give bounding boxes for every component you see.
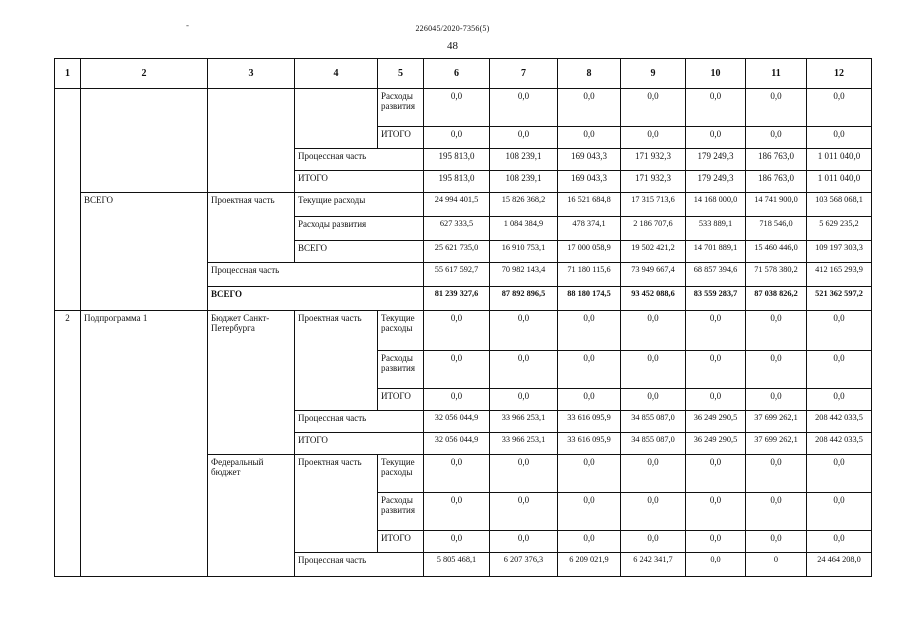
header-cell: 3: [208, 59, 295, 89]
value-cell: 33 616 095,9: [558, 433, 621, 455]
type-label: Текущие расходы: [295, 193, 424, 217]
value-cell: 17 315 713,6: [621, 193, 686, 217]
value-cell: 195 813,0: [424, 149, 490, 171]
part-label: Проектная часть: [295, 311, 378, 411]
header-cell: 2: [81, 59, 208, 89]
value-cell: 0,0: [807, 389, 872, 411]
part-label: Процессная часть: [295, 149, 424, 171]
header-cell: 8: [558, 59, 621, 89]
value-cell: 0,0: [424, 531, 490, 553]
value-cell: 88 180 174,5: [558, 287, 621, 311]
part-label: Процессная часть: [208, 263, 424, 287]
value-cell: 0,0: [807, 455, 872, 493]
value-cell: 34 855 087,0: [621, 433, 686, 455]
value-cell: 15 460 446,0: [746, 241, 807, 263]
table-row: [55, 89, 872, 127]
value-cell: 0,0: [621, 493, 686, 531]
value-cell: 16 521 684,8: [558, 193, 621, 217]
value-cell: 6 207 376,3: [490, 553, 558, 577]
header-cell: 5: [378, 59, 424, 89]
value-cell: 83 559 283,7: [686, 287, 746, 311]
type-label: Расходы развития: [295, 217, 424, 241]
value-cell: 73 949 667,4: [621, 263, 686, 287]
value-cell: 37 699 262,1: [746, 411, 807, 433]
header-cell: 11: [746, 59, 807, 89]
type-label: ИТОГО: [378, 531, 424, 553]
value-cell: 171 932,3: [621, 149, 686, 171]
name-cell: ВСЕГО: [81, 193, 208, 311]
value-cell: 0,0: [621, 89, 686, 127]
value-cell: 186 763,0: [746, 149, 807, 171]
value-cell: 0,0: [490, 389, 558, 411]
value-cell: 0,0: [490, 311, 558, 351]
value-cell: 15 826 368,2: [490, 193, 558, 217]
value-cell: 0: [746, 553, 807, 577]
value-cell: 0,0: [490, 127, 558, 149]
value-cell: 68 857 394,6: [686, 263, 746, 287]
type-label: ИТОГО: [378, 389, 424, 411]
header-cell: 9: [621, 59, 686, 89]
value-cell: 81 239 327,6: [424, 287, 490, 311]
value-cell: 0,0: [490, 89, 558, 127]
value-cell: 109 197 303,3: [807, 241, 872, 263]
value-cell: 0,0: [686, 311, 746, 351]
value-cell: 0,0: [490, 351, 558, 389]
value-cell: 521 362 597,2: [807, 287, 872, 311]
source-cell: Федеральный бюджет: [208, 455, 295, 577]
value-cell: 55 617 592,7: [424, 263, 490, 287]
type-label: Текущие расходы: [378, 455, 424, 493]
part-label: Проектная часть: [208, 193, 295, 263]
value-cell: 36 249 290,5: [686, 433, 746, 455]
value-cell: 478 374,1: [558, 217, 621, 241]
value-cell: 33 616 095,9: [558, 411, 621, 433]
value-cell: 5 805 468,1: [424, 553, 490, 577]
type-label: Расходы развития: [378, 493, 424, 531]
header-cell: 12: [807, 59, 872, 89]
value-cell: 0,0: [558, 311, 621, 351]
value-cell: 0,0: [424, 351, 490, 389]
value-cell: 0,0: [807, 493, 872, 531]
value-cell: 19 502 421,2: [621, 241, 686, 263]
value-cell: 71 578 380,2: [746, 263, 807, 287]
value-cell: 0,0: [558, 389, 621, 411]
header-cell: 7: [490, 59, 558, 89]
value-cell: 0,0: [558, 89, 621, 127]
type-label: Текущие расходы: [378, 311, 424, 351]
value-cell: 195 813,0: [424, 171, 490, 193]
value-cell: 87 038 826,2: [746, 287, 807, 311]
value-cell: 0,0: [621, 311, 686, 351]
value-cell: 0,0: [686, 493, 746, 531]
header-cell: 10: [686, 59, 746, 89]
value-cell: 0,0: [746, 127, 807, 149]
value-cell: 1 084 384,9: [490, 217, 558, 241]
value-cell: 169 043,3: [558, 149, 621, 171]
value-cell: 0,0: [424, 455, 490, 493]
value-cell: 0,0: [746, 89, 807, 127]
value-cell: 0,0: [686, 127, 746, 149]
part-cell: [295, 89, 378, 149]
part-label: ИТОГО: [295, 171, 424, 193]
value-cell: 33 966 253,1: [490, 411, 558, 433]
value-cell: 627 333,5: [424, 217, 490, 241]
value-cell: 533 889,1: [686, 217, 746, 241]
value-cell: 14 168 000,0: [686, 193, 746, 217]
value-cell: 0,0: [686, 553, 746, 577]
value-cell: 0,0: [686, 351, 746, 389]
value-cell: 0,0: [746, 389, 807, 411]
value-cell: 14 701 889,1: [686, 241, 746, 263]
value-cell: 171 932,3: [621, 171, 686, 193]
value-cell: 412 165 293,9: [807, 263, 872, 287]
value-cell: 208 442 033,5: [807, 433, 872, 455]
value-cell: 1 011 040,0: [807, 171, 872, 193]
value-cell: 0,0: [807, 351, 872, 389]
value-cell: 0,0: [558, 127, 621, 149]
value-cell: 0,0: [424, 493, 490, 531]
document-number: 226045/2020-7356(5): [415, 24, 490, 33]
type-label: Расходы развития: [378, 351, 424, 389]
name-cell: [81, 89, 208, 193]
value-cell: 0,0: [807, 127, 872, 149]
value-cell: 14 741 900,0: [746, 193, 807, 217]
value-cell: 108 239,1: [490, 171, 558, 193]
value-cell: 32 056 044,9: [424, 433, 490, 455]
value-cell: 0,0: [424, 89, 490, 127]
type-label: Расходы развития: [378, 89, 424, 127]
header-cell: 6: [424, 59, 490, 89]
value-cell: 6 209 021,9: [558, 553, 621, 577]
part-label: Процессная часть: [295, 553, 424, 577]
value-cell: 37 699 262,1: [746, 433, 807, 455]
source-cell: [208, 89, 295, 193]
value-cell: 0,0: [621, 351, 686, 389]
value-cell: 0,0: [424, 127, 490, 149]
value-cell: 1 011 040,0: [807, 149, 872, 171]
value-cell: 87 892 896,5: [490, 287, 558, 311]
value-cell: 6 242 341,7: [621, 553, 686, 577]
value-cell: 0,0: [686, 531, 746, 553]
value-cell: 0,0: [490, 455, 558, 493]
name-cell: Подпрограмма 1: [81, 311, 208, 577]
header-cell: 4: [295, 59, 378, 89]
value-cell: 0,0: [686, 455, 746, 493]
value-cell: 0,0: [621, 127, 686, 149]
value-cell: 0,0: [686, 389, 746, 411]
value-cell: 179 249,3: [686, 171, 746, 193]
value-cell: 71 180 115,6: [558, 263, 621, 287]
value-cell: 0,0: [558, 351, 621, 389]
value-cell: 103 568 068,1: [807, 193, 872, 217]
value-cell: 169 043,3: [558, 171, 621, 193]
value-cell: 0,0: [558, 455, 621, 493]
value-cell: 0,0: [558, 493, 621, 531]
header-cell: 1: [55, 59, 81, 89]
value-cell: 0,0: [746, 351, 807, 389]
value-cell: 5 629 235,2: [807, 217, 872, 241]
value-cell: 0,0: [746, 493, 807, 531]
value-cell: 0,0: [424, 389, 490, 411]
header-row: [55, 59, 872, 89]
value-cell: 24 994 401,5: [424, 193, 490, 217]
value-cell: 32 056 044,9: [424, 411, 490, 433]
row-number-cell: 2: [55, 311, 81, 577]
value-cell: 0,0: [621, 531, 686, 553]
value-cell: 36 249 290,5: [686, 411, 746, 433]
value-cell: 34 855 087,0: [621, 411, 686, 433]
value-cell: 0,0: [807, 311, 872, 351]
value-cell: 0,0: [807, 531, 872, 553]
part-label: ИТОГО: [295, 433, 424, 455]
value-cell: 33 966 253,1: [490, 433, 558, 455]
value-cell: 16 910 753,1: [490, 241, 558, 263]
value-cell: 24 464 208,0: [807, 553, 872, 577]
value-cell: 25 621 735,0: [424, 241, 490, 263]
value-cell: 0,0: [686, 89, 746, 127]
value-cell: 0,0: [746, 455, 807, 493]
source-cell: Бюджет Санкт-Петербурга: [208, 311, 295, 455]
value-cell: 0,0: [621, 455, 686, 493]
table-row: [55, 193, 872, 217]
value-cell: 0,0: [490, 493, 558, 531]
value-cell: 0,0: [746, 311, 807, 351]
value-cell: 108 239,1: [490, 149, 558, 171]
value-cell: 0,0: [807, 89, 872, 127]
value-cell: 2 186 707,6: [621, 217, 686, 241]
value-cell: 208 442 033,5: [807, 411, 872, 433]
table-row: [55, 311, 872, 351]
value-cell: 17 000 058,9: [558, 241, 621, 263]
value-cell: 0,0: [558, 531, 621, 553]
value-cell: 0,0: [424, 311, 490, 351]
margin-mark: -: [186, 20, 189, 30]
value-cell: 0,0: [490, 531, 558, 553]
value-cell: 93 452 088,6: [621, 287, 686, 311]
type-label: ВСЕГО: [295, 241, 424, 263]
value-cell: 179 249,3: [686, 149, 746, 171]
value-cell: 70 982 143,4: [490, 263, 558, 287]
value-cell: 186 763,0: [746, 171, 807, 193]
type-label: ИТОГО: [378, 127, 424, 149]
value-cell: 0,0: [621, 389, 686, 411]
part-label: ВСЕГО: [208, 287, 424, 311]
row-number-cell: [55, 89, 81, 311]
part-label: Проектная часть: [295, 455, 378, 553]
part-label: Процессная часть: [295, 411, 424, 433]
value-cell: 0,0: [746, 531, 807, 553]
page-number: 48: [447, 40, 458, 52]
budget-table: [54, 58, 872, 577]
value-cell: 718 546,0: [746, 217, 807, 241]
